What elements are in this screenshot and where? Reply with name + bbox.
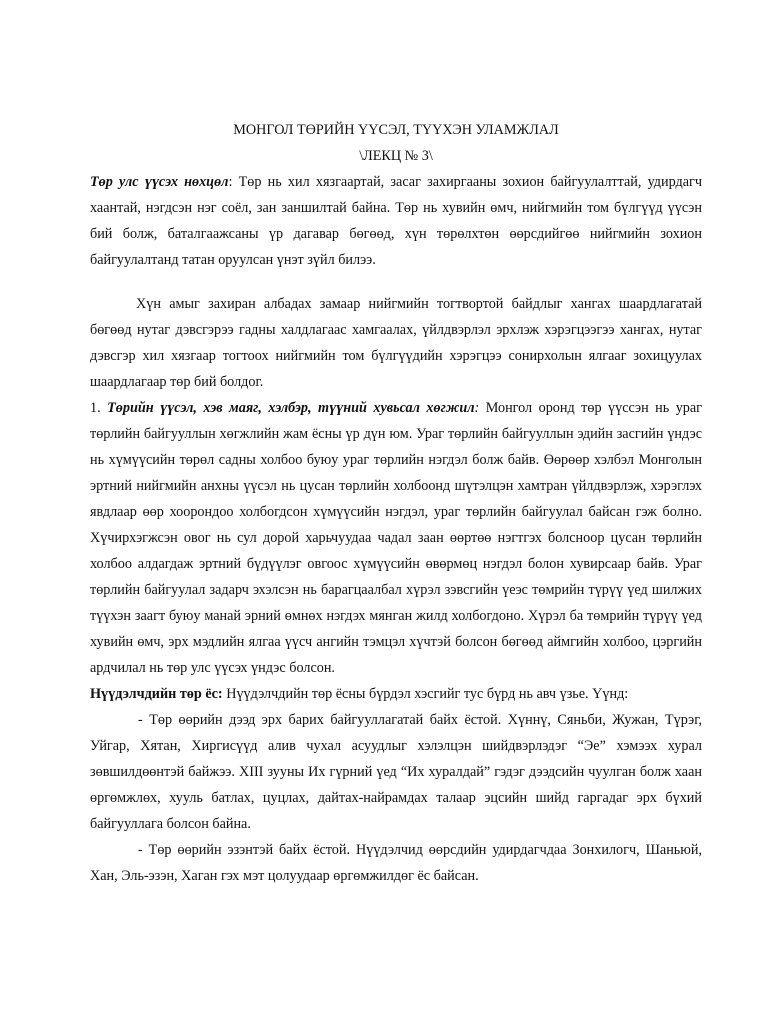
paragraph-text: Монгол оронд төр үүссэн нь ураг төрлийн байгууллын хөгжлийн жам ёсны үр дүн юм. Ураг төрлийн байгууллын эдийн засгийн үндэс нь хүмүүсийн төрөл садны холбоо буюу ураг төрлийн нэгдэл болж байв. Өөрөөр хэлбэл Монголын эртний нийгмийн анхны үүсэл нь цусан төрлийн холбоонд шүтэлцэн хамтран үйлдвэрлэж, хэрэглэх явдлаар өөр хоорондоо холбогдсон хүмүүсийн нэгдэл, ураг төрлийн байгуулал байсан гэж болно. Хүчирхэгжсэн овог нь сул дорой харьчуудаа чадал заан өөртөө нэгтгэх болсноор цусан төрлийн холбоо алдагдаж эртний бүдүүлэг овгоос хүмүүсийн өвөрмөц нэгдэл болон хувирсаар байв. Ураг төрлийн байгуулал задарч эхэлсэн нь барагцаалбал хүрэл зэвсгийн үеэс төмрийн түрүү үед шилжих түүхэн заагт буюу манай эрний өмнөх нэгдэх мянган жилд холбогдоно. Хүрэл ба төмрийн түрүү үед хувийн өмч, эрх мэдлийн ялгаа үүсч ангийн тэмцэл хүчтэй болсон бөгөөд аймгийн холбоо, цэргийн ардчилал нь төр улс үүсэх үндэс болсон.	[90, 400, 702, 676]
lecture-number: \ЛЕКЦ № 3\	[359, 148, 433, 164]
section-heading: Нүүдэлчдийн төр ёс:	[90, 686, 223, 702]
paragraph-text: Нүүдэлчдийн төр ёсны бүрдэл хэсгийг тус бүрд нь авч үзье. Үүнд:	[222, 686, 629, 702]
paragraph-spacer	[90, 273, 702, 291]
paragraph-state-ruler: - Төр өөрийн эзэнтэй байх ёстой. Нүүдэлчид өөрсдийн удирдагчдаа Зонхилогч, Шаньюй, Хан, Эль-эзэн, Хаган гэх мэт цолуудаар өргөмжилдөг ёс байсан.	[90, 842, 702, 884]
paragraph-state-conditions	[90, 169, 702, 273]
paragraph-text: Төр нь хил хязгаартай, засаг захиргааны зохион байгуулалттай, удирдагч хаантай, нэгдсэн нэг соёл, зан заншилтай байна. Төр нь хувийн өмч, нийгмийн том бүлгүүд үүсэн бий болж, баталгаажсаны үр дагавар бөгөөд, хүн төрөлхтөн өөрсдийгөө нийгмийн зохион байгуулалтанд татан оруулсан үнэт зүйл билээ.	[90, 174, 702, 268]
paragraph-state-origin	[90, 395, 702, 681]
heading-colon: :	[228, 174, 233, 190]
document-body	[90, 117, 702, 889]
section-heading: Төр улс үүсэх нөхцөл	[90, 174, 229, 190]
paragraph-governing-body: - Төр өөрийн дээд эрх барих байгууллагатай байх ёстой. Хүннү, Сяньби, Жужан, Түрэг, Уйгар, Хятан, Хиргисүүд алив чухал асуудлыг хэлэлцэн шийдвэрлэдэг “Эе” хэмээх хурал зөвшилдөөнтэй байжээ. XIII зууны Их гүрний үед “Их хуралдай” гэдэг дээдсийн чуулган болж хаан өргөмжлөх, хууль батлах, цуцлах, дайтах-найрамдах талаар эцсийн шийд гаргадаг эрх бүхий байгууллага болсон байна.	[90, 712, 702, 832]
section-number: 1.	[90, 400, 101, 416]
heading-colon: :	[474, 400, 480, 416]
section-heading: Төрийн үүсэл, хэв маяг, хэлбэр, түүний хувьсал хөгжил	[100, 400, 475, 416]
paragraph-nomad-state	[90, 681, 702, 707]
document-title: МОНГОЛ ТӨРИЙН ҮҮСЭЛ, ТҮҮХЭН УЛАМЖЛАЛ	[233, 122, 559, 138]
paragraph-state-need: Хүн амыг захиран албадах замаар нийгмийн тогтвортой байдлыг хангах шаардлагатай бөгөөд нутаг дэвсгэрээ гадны халдлагаас хамгаалах, үйлдвэрлэл эрхлэж хэрэгцээгээ хангах, нутаг дэвсгэр хил хязгаар тогтоох нийгмийн том бүлгүүдийн хэрэгцээ сонирхолын ялгааг зохицуулах шаардлагаар төр бий болдог.	[90, 296, 702, 390]
